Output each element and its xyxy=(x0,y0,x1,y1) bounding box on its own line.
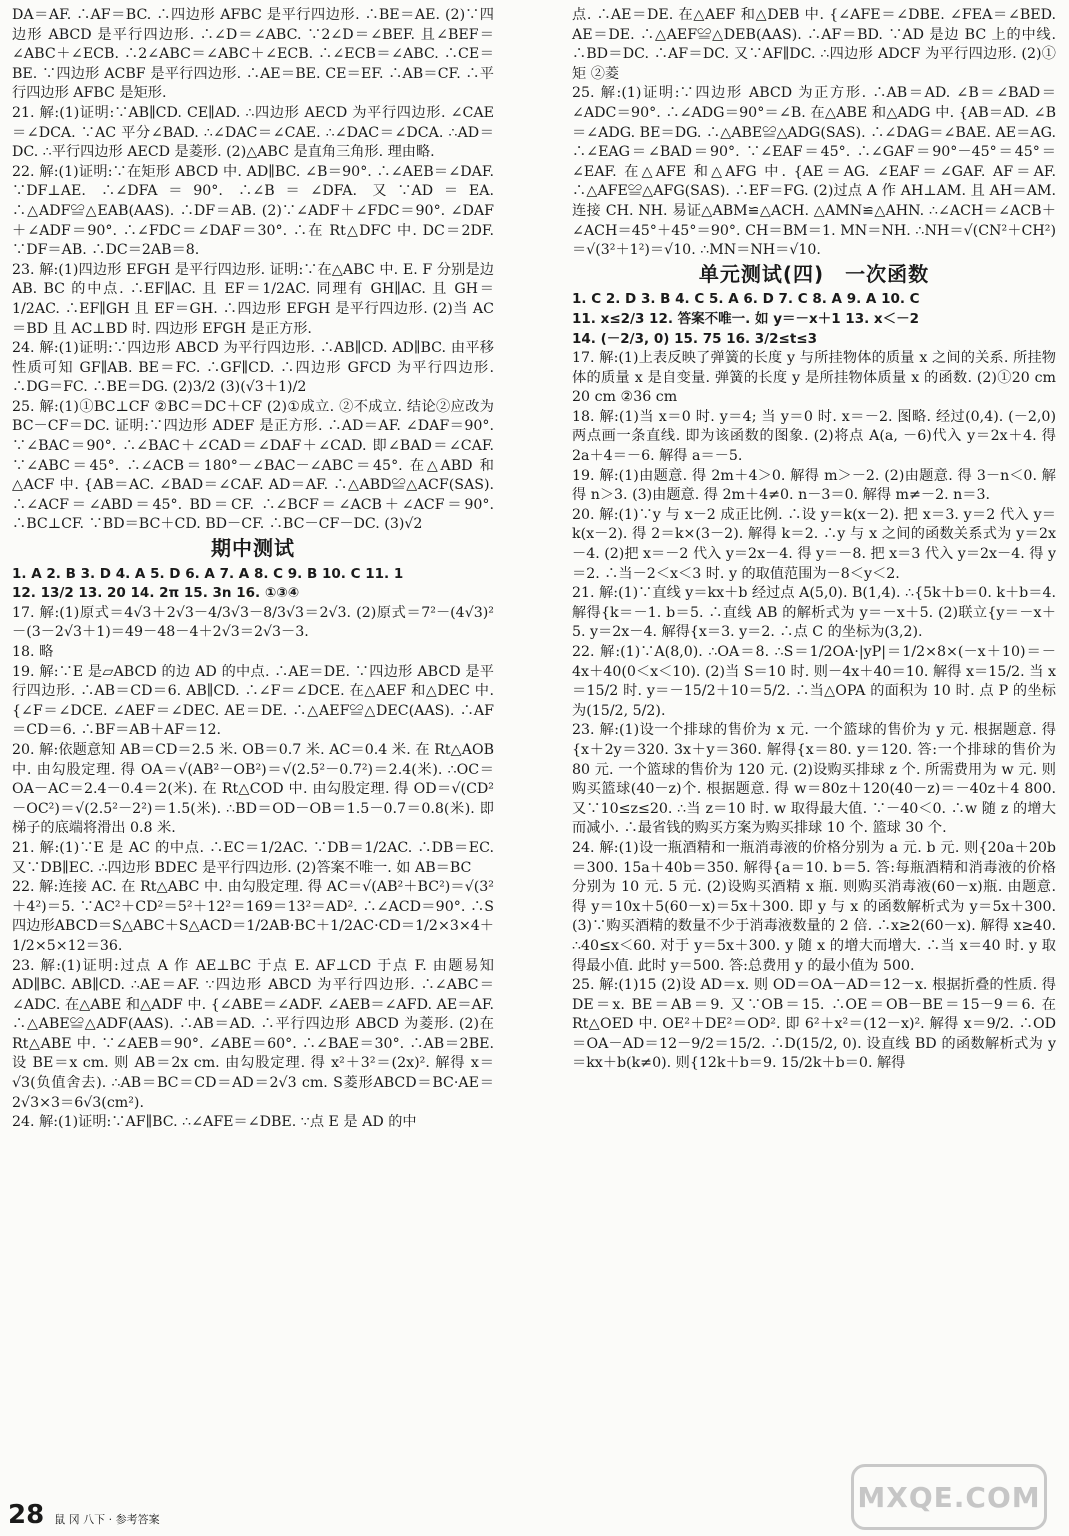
answer-paragraph: 21. 解:(1)∵E 是 AC 的中点. ∴EC＝1/2AC. ∵DB＝1/2AC. ∴DB＝EC. 又∵DB∥EC. ∴四边形 BDEC 是平行四边形. (2)答案不唯一. 如 AB＝BC xyxy=(12,839,494,876)
answer-paragraph: DA＝AF. ∴AF＝BC. ∴四边形 AFBC 是平行四边形. ∴BE＝AE. (2)∵四边形 ABCD 是平行四边形. ∴∠D＝∠ABC. ∵2∠D＝∠BEF. 且∠BEF＝∠ABC＋∠ECB. ∴2∠ABC＝∠ABC＋∠ECB. ∴∠ECB＝∠ABC. ∴CE＝BE. ∵四边形 ACBF 是平行四边形. ∴AE＝BE. CE＝EF. ∴AB＝CF. ∴平行四边形 AFBC 是矩形. xyxy=(12,7,494,102)
section-heading: 期中测试 xyxy=(211,536,295,561)
answer-list: 11. x≤2/3 12. 答案不唯一. 如 y＝－x＋1 13. x＜－2 xyxy=(572,310,920,327)
left-column xyxy=(12,6,494,1133)
answer-paragraph: 20. 解:依题意知 AB＝CD＝2.5 米. OB＝0.7 米. AC＝0.4 米. 在 Rt△AOB 中. 由勾股定理. 得 OA＝√(AB²－OB²)＝√(2.5²－0.7²)＝2.4(米). ∴OC＝OA－AC＝2.4－0.4＝2(米). 在 Rt△COD 中. 由勾股定理. 得 OD＝√(CD²－OC²)＝√(2.5²－2²)＝1.5(米). ∴BD＝OD－OB＝1.5－0.7＝0.8(米). 即梯子的底端将滑出 0.8 米. xyxy=(12,741,494,837)
answer-paragraph: 22. 解:连接 AC. 在 Rt△ABC 中. 由勾股定理. 得 AC＝√(AB²＋BC²)＝√(3²＋4²)＝5. ∵AC²＋CD²＝5²＋12²＝169＝13²＝AD². ∴∠ACD＝90°. ∴S四边形ABCD＝S△ABC＋S△ACD＝1/2AB·BC＋1/2AC·CD＝1/2×3×4＋1/2×5×12＝36. xyxy=(12,879,494,954)
answer-paragraph: 24. 解:(1)设一瓶酒精和一瓶消毒液的价格分别为 a 元. b 元. 则{20a＋20b＝300. 15a＋40b＝350. 解得{a＝10. b＝5. 答:每瓶酒精和消毒液的价格分别为 10 元. 5 元. (2)设购买酒精 x 瓶. 则购买消毒液(60－x)瓶. 由题意. 得 y＝10x＋5(60－x)＝5x＋300. 即 y 与 x 的函数解析式为 y＝5x＋300. (3)∵购买酒精的数量不少于消毒液数量的 2 倍. ∴x≥2(60－x). 解得 x≥40. ∴40≤x＜60. 对于 y＝5x＋300. y 随 x 的增大而增大. ∴当 x＝40 时. y 取得最小值. 此时 y＝500. 答:总费用 y 的最小值为 500. xyxy=(572,839,1056,974)
answer-list: 14. (－2/3, 0) 15. 75 16. 3/2≤t≤3 xyxy=(572,330,817,347)
answer-paragraph: 19. 解:(1)由题意. 得 2m＋4＞0. 解得 m＞－2. (2)由题意. 得 3－n＜0. 解得 n＞3. (3)由题意. 得 2m＋4≠0. n－3＝0. 解得 m≠－2. n＝3. xyxy=(572,467,1056,504)
right-column xyxy=(572,6,1056,1074)
answer-paragraph: 22. 解:(1)∵A(8,0). ∴OA＝8. ∴S＝1/2OA·|yP|＝1/2×8×(－x＋10)＝－4x＋40(0＜x＜10). (2)当 S＝10 时. 则－4x＋40＝10. 解得 x＝15/2. 当 x＝15/2 时. y＝－15/2＋10＝5/2. ∴当△OPA 的面积为 10 时. 点 P 的坐标为(15/2, 5/2). xyxy=(572,644,1056,719)
section-heading: 单元测试(四) 一次函数 xyxy=(698,261,930,286)
answer-paragraph: 18. 解:(1)当 x＝0 时. y＝4; 当 y＝0 时. x＝－2. 图略. 经过(0,4). (－2,0)两点画一条直线. 即为该函数的图象. (2)将点 A(a, －6)代入 y＝2x＋4. 得 2a＋4＝－6. 解得 a＝－5. xyxy=(572,408,1056,465)
answer-paragraph: 24. 解:(1)证明:∵四边形 ABCD 为平行四边形. ∴AB∥CD. AD∥BC. 由平移性质可知 GF∥AB. BE＝FC. ∴GF∥CD. ∴四边形 GFCD 为平行四边形. ∴DG＝FC. ∴BE＝DG. (2)3/2 (3)(√3＋1)/2 xyxy=(12,340,494,396)
answer-paragraph: 25. 解:(1)①BC⊥CF ②BC＝DC＋CF (2)①成立. ②不成立. 结论②应改为 BC－CF＝DC. 证明:∵四边形 ADEF 是正方形. ∴AD＝AF. ∠DAF＝90°. ∵∠BAC＝90°. ∴∠BAC＋∠CAD＝∠DAF＋∠CAD. 即∠BAD＝∠CAF. ∵∠ABC＝45°. ∴∠ACB＝180°－∠BAC－∠ABC＝45°. 在△ABD 和△ACF 中. {AB＝AC. ∠BAD＝∠CAF. AD＝AF. ∴△ABD≌△ACF(SAS). ∴∠ACF＝∠ABD＝45°. BD＝CF. ∴∠BCF＝∠ACB＋∠ACF＝90°. ∴BC⊥CF. ∵BD＝BC＋CD. BD－CF. ∴BC－CF－DC. (3)√2 xyxy=(12,398,494,533)
answer-paragraph: 25. 解:(1)证明:∵四边形 ABCD 为正方形. ∴AB＝AD. ∠B＝∠BAD＝∠ADC＝90°. ∴∠ADG＝90°＝∠B. 在△ABE 和△ADG 中. {AB＝AD. ∠B＝∠ADG. BE＝DG. ∴△ABE≌△ADG(SAS). ∴∠DAG＝∠BAE. AE＝AG. ∴∠EAG＝∠BAD＝90°. ∵∠EAF＝45°. ∴∠GAF＝90°－45°＝45°＝∠EAF. 在△AFE 和△AFG 中. {AE＝AG. ∠EAF＝∠GAF. AF＝AF. ∴△AFE≌△AFG(SAS). ∴EF＝FG. (2)过点 A 作 AH⊥AM. 且 AH＝AM. 连接 CH. NH. 易证△ABM≌△ACH. △AMN≌△AHN. ∴∠ACH＝∠ACB＋∠ACH＝45°＋45°＝90°. CH＝BM＝1. MN＝NH. ∴NH＝√(CN²＋CH²)＝√(3²＋1²)＝√10. ∴MN＝NH＝√10. xyxy=(572,85,1056,259)
answer-paragraph: 23. 解:(1)证明:过点 A 作 AE⊥BC 于点 E. AF⊥CD 于点 F. 由题易知 AD∥BC. AB∥CD. ∴AE＝AF. ∵四边形 ABCD 为平行四边形. ∴∠ABC＝∠ADC. 在△ABE 和△ADF 中. {∠ABE＝∠ADF. ∠AEB＝∠AFD. AE＝AF. ∴△ABE≌△ADF(AAS). ∴AB＝AD. ∴平行四边形 ABCD 为菱形. (2)在 Rt△ABE 中. ∵∠AEB＝90°. ∠ABE＝60°. ∴∠BAE＝30°. ∴AB＝2BE. 设 BE＝x cm. 则 AB＝2x cm. 由勾股定理. 得 x²＋3²＝(2x)². 解得 x＝√3(负值舍去). ∴AB＝BC＝CD＝AD＝2√3 cm. S菱形ABCD＝BC·AE＝2√3×3＝6√3(cm²). xyxy=(12,957,494,1111)
answer-list: 1. A 2. B 3. D 4. A 5. D 6. A 7. A 8. C 9. B 10. C 11. 1 xyxy=(12,565,404,582)
answer-paragraph: 25. 解:(1)15 (2)设 AD＝x. 则 OD＝OA－AD＝12－x. 根据折叠的性质. 得 DE＝x. BE＝AB＝9. 又∵OB＝15. ∴OE＝OB－BE＝15－9＝6. 在 Rt△OED 中. OE²＋DE²＝OD². 即 6²＋x²＝(12－x)². 解得 x＝9/2. ∴OD＝OA－AD＝12－9/2＝15/2. ∴D(15/2, 0). 设直线 BD 的函数解析式为 y＝kx＋b(k≠0). 则{12k＋b＝9. 15/2k＋b＝0. 解得 xyxy=(572,977,1056,1072)
answer-paragraph: 18. 略 xyxy=(12,644,54,660)
answer-list: 1. C 2. D 3. B 4. C 5. A 6. D 7. C 8. A 9. A 10. C xyxy=(572,291,920,308)
answer-paragraph: 点. ∴AE＝DE. 在△AEF 和△DEB 中. {∠AFE＝∠DBE. ∠FEA＝∠BED. AE＝DE. ∴△AEF≌△DEB(AAS). ∴AF＝BD. ∵AD 是边 BC 上的中线. ∴BD＝DC. ∴AF＝DC. 又∵AF∥DC. ∴四边形 ADCF 为平行四边形. (2)①矩 ②菱 xyxy=(572,7,1056,82)
answer-paragraph: 22. 解:(1)证明:∵在矩形 ABCD 中. AD∥BC. ∠B＝90°. ∴∠AEB＝∠DAF. ∵DF⊥AE. ∴∠DFA＝90°. ∴∠B＝∠DFA. 又∵AD＝EA. ∴△ADF≌△EAB(AAS). ∴DF＝AB. (2)∵∠ADF＋∠FDC＝90°. ∠DAF＋∠ADF＝90°. ∴∠FDC＝∠DAF＝30°. ∴在 Rt△DFC 中. DC＝2DF. ∵DF＝AB. ∴DC＝2AB＝8. xyxy=(12,163,494,259)
answer-paragraph: 19. 解:∵E 是▱ABCD 的边 AD 的中点. ∴AE＝DE. ∵四边形 ABCD 是平行四边形. ∴AB＝CD＝6. AB∥CD. ∴∠F＝∠DCE. 在△AEF 和△DEC 中. {∠F＝∠DCE. ∠AEF＝∠DEC. AE＝DE. ∴△AEF≌△DEC(AAS). ∴AF＝CD＝6. ∴BF＝AB＋AF＝12. xyxy=(12,663,494,739)
watermark-text: MXQE.COM xyxy=(857,1480,1041,1514)
answer-paragraph: 17. 解:(1)原式＝4√3＋2√3－4/3√3－8/3√3＝2√3. (2)原式＝7²－(4√3)²－(3－2√3＋1)＝49－48－4＋2√3＝2√3－3. xyxy=(12,604,494,641)
page-number: 28 xyxy=(8,1500,45,1530)
answer-paragraph: 20. 解:(1)∵y 与 x－2 成正比例. ∴设 y＝k(x－2). 把 x＝3. y＝2 代入 y＝k(x－2). 得 2＝k×(3－2). 解得 k＝2. ∴y 与 x 之间的函数关系式为 y＝2x－4. (2)把 x＝－2 代入 y＝2x－4. 得 y＝－8. 把 x＝3 代入 y＝2x－4. 得 y＝2. ∴当－2＜x＜3 时. y 的取值范围为－8＜y＜2. xyxy=(572,506,1056,582)
answer-paragraph: 23. 解:(1)四边形 EFGH 是平行四边形. 证明:∵在△ABC 中. E. F 分别是边 AB. BC 的中点. ∴EF∥AC. 且 EF＝1/2AC. 同理有 GH∥AC. 且 GH＝1/2AC. ∴EF∥GH 且 EF＝GH. ∴四边形 EFGH 是平行四边形. (2)当 AC＝BD 且 AC⊥BD 时. 四边形 EFGH 是正方形. xyxy=(12,261,494,337)
footer-label: 鼠 冈 八下 · 参考答案 xyxy=(54,1513,160,1526)
answer-paragraph: 23. 解:(1)设一个排球的售价为 x 元. 一个篮球的售价为 y 元. 根据题意. 得{x＋2y＝320. 3x＋y＝360. 解得{x＝80. y＝120. 答:一个排球的售价为 80 元. 一个篮球的售价为 120 元. (2)设购买排球 z 个. 所需费用为 w 元. 则购买篮球(40－z)个. 根据题意. 得 w＝80z＋120(40－z)＝－40z＋4 800. 又∵10≤z≤20. ∴当 z＝10 时. w 取得最大值. ∵－40＜0. ∴w 随 z 的增大而减小. ∴最省钱的购买方案为购买排球 10 个. 篮球 30 个. xyxy=(572,722,1056,837)
answer-paragraph: 21. 解:(1)证明:∵AB∥CD. CE∥AD. ∴四边形 AECD 为平行四边形. ∠CAE＝∠DCA. ∵AC 平分∠BAD. ∴∠DAC＝∠CAE. ∴∠DAC＝∠DCA. ∴AD＝DC. ∴平行四边形 AECD 是菱形. (2)△ABC 是直角三角形. 理由略. xyxy=(12,104,494,161)
answer-paragraph: 17. 解:(1)上表反映了弹簧的长度 y 与所挂物体的质量 x 之间的关系. 所挂物体的质量 x 是自变量. 弹簧的长度 y 是所挂物体质量 x 的函数. (2)①20 cm 20 cm ②36 cm xyxy=(572,350,1056,406)
answer-paragraph: 21. 解:(1)∵直线 y＝kx＋b 经过点 A(5,0). B(1,4). ∴{5k＋b＝0. k＋b＝4. 解得{k＝－1. b＝5. ∴直线 AB 的解析式为 y＝－x＋5. (2)联立{y＝－x＋5. y＝2x－4. 解得{x＝3. y＝2. ∴点 C 的坐标为(3,2). xyxy=(572,585,1056,641)
watermark-logo xyxy=(851,1464,1047,1530)
page-footer xyxy=(8,1500,160,1530)
answer-list: 12. 13/2 13. 20 14. 2π 15. 3n 16. ①③④ xyxy=(12,585,300,602)
answer-paragraph: 24. 解:(1)证明:∵AF∥BC. ∴∠AFE＝∠DBE. ∵点 E 是 AD 的中 xyxy=(12,1114,417,1131)
